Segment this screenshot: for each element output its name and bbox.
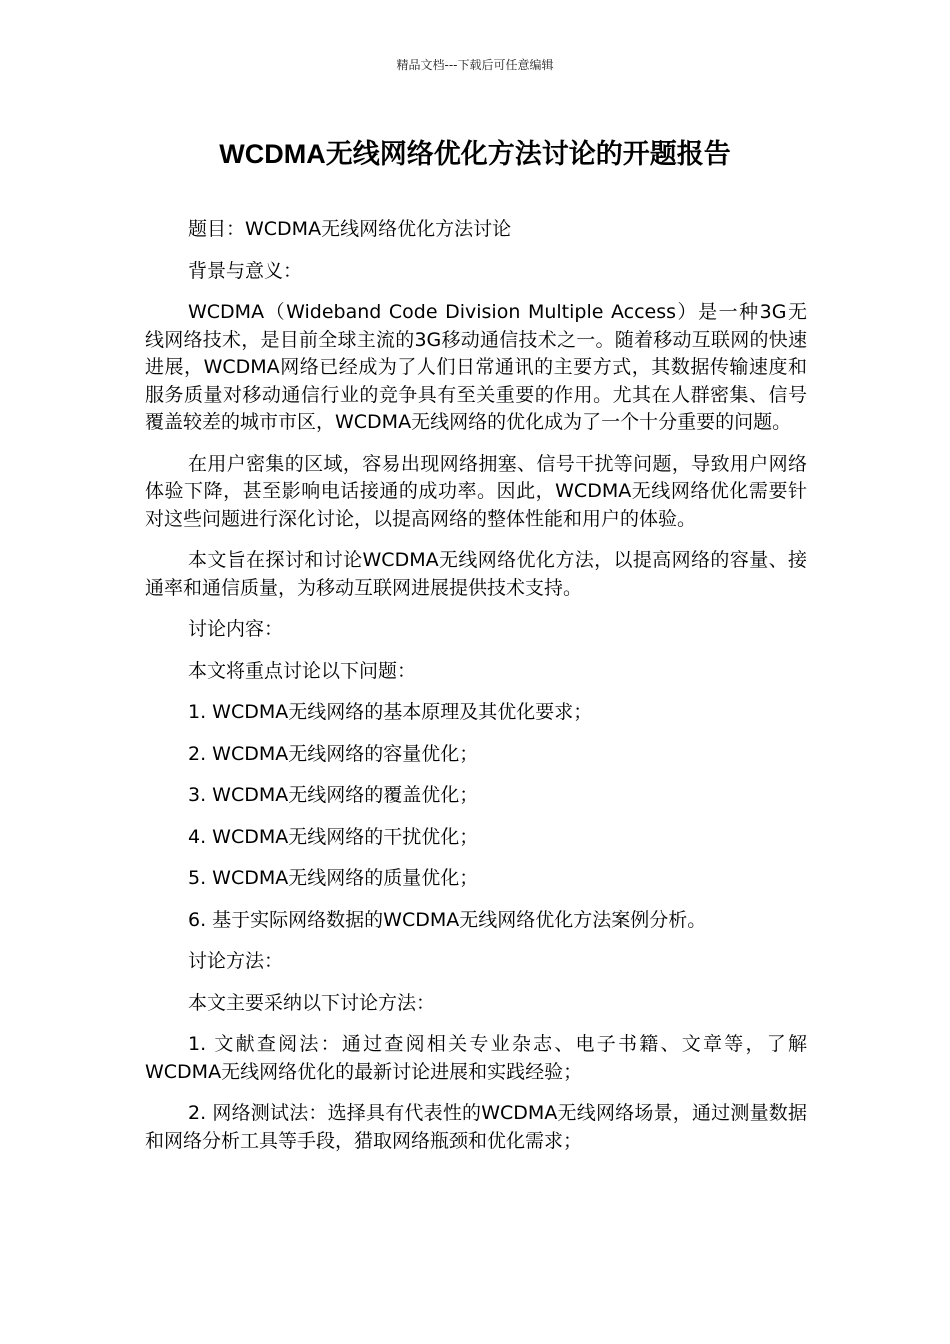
background-paragraph: WCDMA（Wideband Code Division Multiple Access）是一种3G无线网络技术，是目前全球主流的3G移动通信技术之一。随着移动互联网的快速进展，WCDMA网络已经成为了人们日常通讯的主要方式，其数据传输速度和服务质量对移动通信行业的竞争具有至关重要的作用。尤其在人群密集、信号覆盖较差的城市市区，WCDMA无线网络的优化成为了一个十分重要的问题。 <box>145 301 807 433</box>
topic-line: 题目：WCDMA无线网络优化方法讨论 <box>188 218 512 240</box>
page-header-note: 精品文档---下载后可任意编辑 <box>396 58 554 72</box>
background-paragraph: 在用户密集的区域，容易出现网络拥塞、信号干扰等问题，导致用户网络体验下降，甚至影响电话接通的成功率。因此，WCDMA无线网络优化需要针对这些问题进行深化讨论，以提高网络的整体性能和用户的体验。 <box>145 452 807 530</box>
section-heading-method: 讨论方法： <box>188 950 284 972</box>
document-title: WCDMA无线网络优化方法讨论的开题报告 <box>219 139 731 169</box>
content-list-item: 3. WCDMA无线网络的覆盖优化； <box>188 784 479 806</box>
method-list-item: 1. 文献查阅法：通过查阅相关专业杂志、电子书籍、文章等，了解WCDMA无线网络优化的最新讨论进展和实践经验； <box>145 1033 807 1083</box>
content-list-item: 1. WCDMA无线网络的基本原理及其优化要求； <box>188 701 593 723</box>
method-intro: 本文主要采纳以下讨论方法： <box>188 991 436 1014</box>
method-list-item: 2. 网络测试法：选择具有代表性的WCDMA无线网络场景，通过测量数据和网络分析工具等手段，猎取网络瓶颈和优化需求； <box>145 1102 807 1152</box>
section-heading-background: 背景与意义： <box>188 259 303 282</box>
content-list-item: 5. WCDMA无线网络的质量优化； <box>188 867 479 889</box>
document-body <box>145 216 807 1169</box>
content-list-item: 4. WCDMA无线网络的干扰优化； <box>188 825 479 848</box>
content-list-item: 6. 基于实际网络数据的WCDMA无线网络优化方法案例分析。 <box>188 908 707 931</box>
background-paragraph: 本文旨在探讨和讨论WCDMA无线网络优化方法，以提高网络的容量、接通率和通信质量，为移动互联网进展提供技术支持。 <box>145 549 807 599</box>
section-heading-content: 讨论内容： <box>188 618 284 640</box>
content-intro: 本文将重点讨论以下问题： <box>188 659 417 682</box>
content-list-item: 2. WCDMA无线网络的容量优化； <box>188 742 479 765</box>
